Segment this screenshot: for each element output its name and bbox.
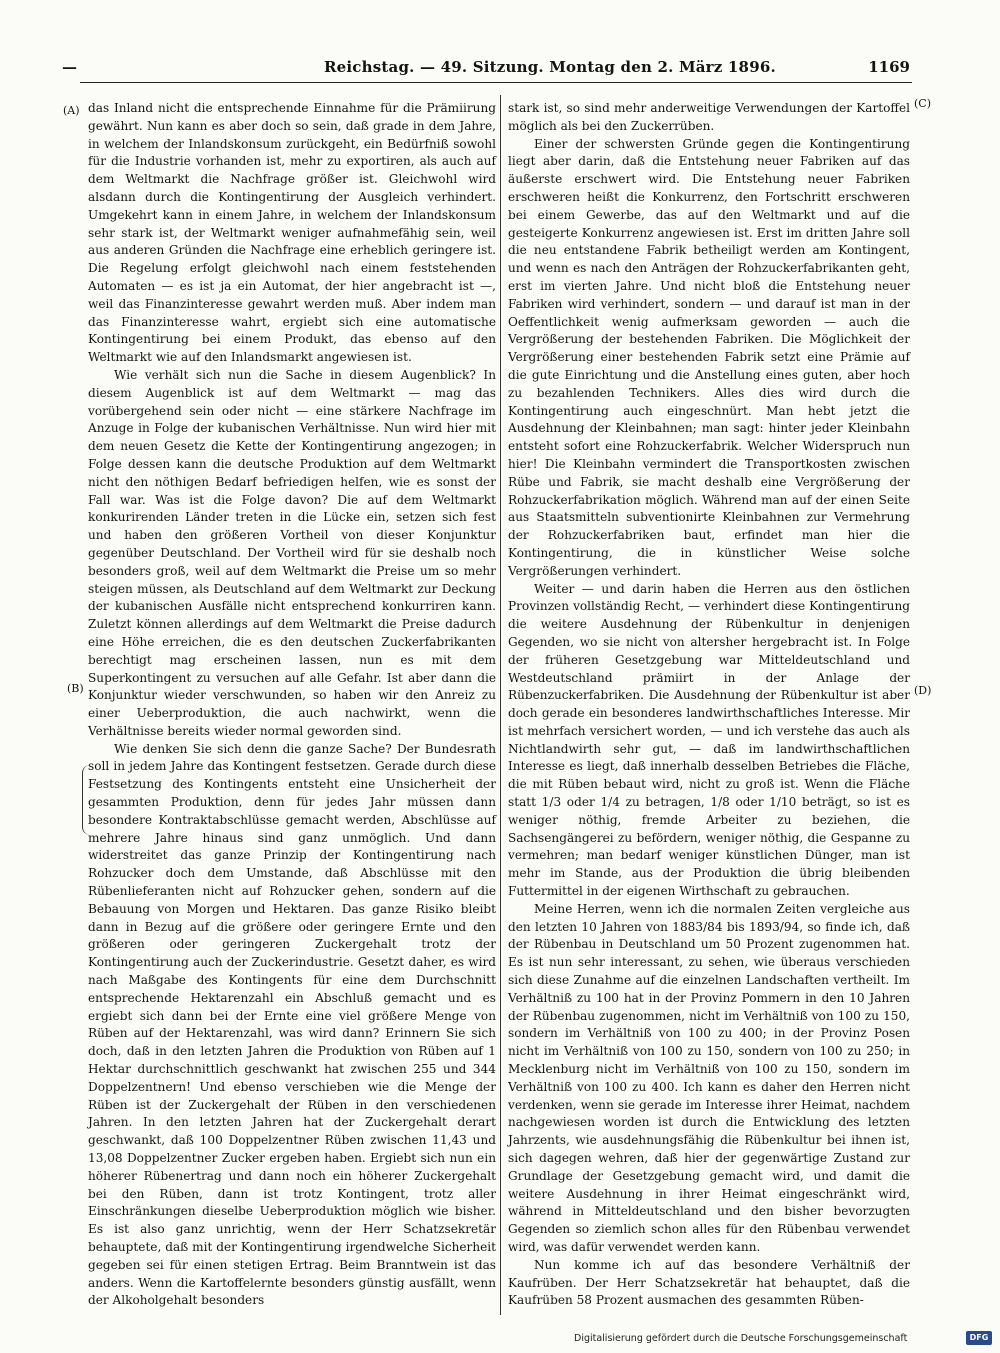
header-rule <box>80 82 912 83</box>
left-paragraph: Wie denken Sie sich denn die ganze Sache? Der Bundesrath soll in jedem Jahre das Kontingent festsetzen. Gerade durch diese Festsetzung des Kontingents entsteht eine Unsicherheit der gesammten Produktion, denn für jedes Jahr müssen dann besondere Kontraktabschlüsse gemacht werden, Abschlüsse auf mehrere Jahre hinaus sind ganz unmöglich. Und dann widerstreitet das ganze Prinzip der Kontingentirung nach Rohzucker doch dem Umstande, daß Abschlüsse mit den Rübenlieferanten nicht auf Rohzucker gehen, sondern auf die Bebauung von Morgen und Hektaren. Das ganze Risiko bleibt dann in Bezug auf die größere oder geringere Ernte und den größeren oder geringeren Zuckergehalt trotz der Kontingentirung auch der Zuckerindustrie. Gesetzt daher, es wird nach Maßgabe des Kontingents für eine dem Durchschnitt entsprechende Hektarenzahl ein Abschluß gemacht und es ergiebt sich dann bei der Ernte eine viel größere Menge von Rüben auf der Hektarenzahl, was wird dann? Erinnern Sie sich doch, daß in den letzten Jahren die Produktion von Rüben auf 1 Hektar durchschnittlich geschwankt hat zwischen 255 und 344 Doppelzentnern! Und ebenso verschieben wie die Menge der Rüben ist der Zuckergehalt der Rüben in den verschiedenen Jahren. In den letzten Jahren hat der Zuckergehalt derart geschwankt, daß 100 Doppelzentner Rüben zwischen 11,43 und 13,08 Doppelzentner Zucker ergeben haben. Ergiebt sich nun ein höherer Rübenertrag und dann noch ein höherer Zuckergehalt bei den Rüben, dann ist trotz Kontingent, trotz aller Einschränkungen dieselbe Ueberproduktion möglich wie bisher. Es ist also ganz unrichtig, wenn der Herr Schatzsekretär behauptete, daß mit der Kontingentirung irgendwelche Sicherheit gegeben sei für einen stetigen Ertrag. Beim Branntwein ist das anders. Wenn die Kartoffelernte besonders günstig ausfällt, wenn der Alkoholgehalt besonders <box>88 741 496 1308</box>
page-header <box>62 58 910 80</box>
right-paragraph: Nun komme ich auf das besondere Verhältniß der Kaufrüben. Der Herr Schatzsekretär hat behauptet, daß die Kaufrüben 58 Prozent ausmachen des gesammten Rüben- <box>508 1257 910 1308</box>
margin-marker-d: (D) <box>914 684 932 697</box>
margin-marker-c: (C) <box>914 97 931 110</box>
right-paragraph: Meine Herren, wenn ich die normalen Zeiten vergleiche aus den letzten 10 Jahren von 1883/84 bis 1893/94, so finde ich, daß der Rübenbau in Deutschland um 50 Prozent zugenommen hat. Es ist nun sehr interessant, zu sehen, wie überaus verschieden sich diese Zunahme auf die einzelnen Landschaften vertheilt. Im Verhältniß zu 100 hat in der Provinz Pommern in den 10 Jahren der Rübenbau zugenommen, nicht im Verhältniß von 100 zu 150, sondern im Verhältniß von 100 zu 400; in der Provinz Posen nicht im Verhältniß von 100 zu 150, sondern von 100 zu 250; in Mecklenburg nicht im Verhältniß von 100 zu 150, sondern im Verhältniß von 100 zu 400. Ich kann es daher den Herren nicht verdenken, wenn sie gerade im Interesse ihrer Heimat, nachdem nachgewiesen worden ist durch die Entwicklung des letzten Jahrzents, wie ausdehnungsfähig die Rübenkultur bei ihnen ist, sich dagegen wehren, daß hier der gegenwärtige Zustand zur Grundlage der Gesetzgebung gemacht wird, und damit die weitere Ausdehnung in ihrer Heimat eingeschränkt wird, während in Mitteldeutschland und den bisher bevorzugten Gegenden so ziemlich schon alles für den Rübenbau verwendet wird, was dafür verwendet werden kann. <box>508 901 910 1254</box>
right-column <box>508 100 910 1310</box>
header-dash: — <box>62 58 77 76</box>
margin-marker-b: (B) <box>67 682 84 695</box>
dfg-logo-icon: DFG <box>966 1331 992 1345</box>
header-title: Reichstag. — 49. Sitzung. Montag den 2. März 1896. <box>324 58 776 76</box>
right-paragraph: Einer der schwersten Gründe gegen die Kontingentirung liegt aber darin, daß die Entstehung neuer Fabriken auf das äußerste erschwert wird. Die Entstehung neuer Fabriken erschweren heißt die Konkurrenz, den Fortschritt erschweren bei einem Gewerbe, das auf den Weltmarkt und auf die gesteigerte Konkurrenz angewiesen ist. Erst im dritten Jahre soll die neu entstandene Fabrik betheiligt werden am Kontingent, und wenn es nach den Anträgen der Rohzuckerfabrikanten geht, erst im vierten Jahre. Und nicht bloß die Entstehung neuer Fabriken wird verhindert, sondern — und darauf ist man in der Oeffentlichkeit wenig aufmerksam geworden — auch die Vergrößerung der bestehenden Fabriken. Die Möglichkeit der Vergrößerung einer bestehenden Fabrik setzt eine Prämie auf die gute Einrichtung und die Anstellung eines guten, aber hoch zu bezahlenden Technikers. Alles dies wird durch die Kontingentirung auch eingeschnürt. Man hebt jetzt die Ausdehnung der Kleinbahnen; man sagt: hinter jeder Kleinbahn entsteht sofort eine Rohzuckerfabrik. Welcher Widerspruch nun hier! Die Kleinbahn vermindert die Transportkosten zwischen Rübe und Fabrik, sie macht deshalb eine Vergrößerung der Rohzuckerfabrikation möglich. Während man auf der einen Seite aus Staatsmitteln subventionirte Kleinbahnen zur Vermehrung der Rohzuckerfabriken baut, erfindet man hier die Kontingentirung, die in künstlicher Weise solche Vergrößerungen verhindert. <box>508 136 910 578</box>
right-paragraph: Weiter — und darin haben die Herren aus den östlichen Provinzen vollständig Recht, — verhindert diese Kontingentirung die weitere Ausdehnung der Rübenkultur in denjenigen Gegenden, wo sie nicht von altersher hergebracht ist. In Folge der früheren Gesetzgebung war Mitteldeutschland und Westdeutschland prämiirt in der Anlage der Rübenzuckerfabriken. Die Ausdehnung der Rübenkultur ist aber doch gerade ein besonderes landwirthschaftliches Interesse. Mir ist mehrfach versichert worden, — und ich verstehe das auch als Nichtlandwirth sehr gut, — daß im landwirthschaftlichen Interesse es liegt, daß innerhalb desselben Betriebes die Fläche, die mit Rüben bebaut wird, nicht zu groß ist. Wenn die Fläche statt 1/3 oder 1/4 zu betragen, 1/8 oder 1/10 beträgt, so ist es weniger nöthig, fremde Arbeiter zu beziehen, die Sachsengängerei zu befördern, weniger nöthig, die Gespanne zu vermehren; man bedarf weniger künstlichen Dünger, man ist mehr im Stande, aus der Produktion die übrig bleibenden Futtermittel in der eigenen Wirthschaft zu gebrauchen. <box>508 581 910 899</box>
column-divider <box>500 95 501 1315</box>
left-paragraph: das Inland nicht die entsprechende Einnahme für die Prämiirung gewährt. Nun kann es aber doch so sein, daß grade in dem Jahre, in welchem der Inlandskonsum zurückgeht, ein Bedürfniß sowohl für die Industrie vorhanden ist, mehr zu exportiren, als auch auf dem Weltmarkt die Nachfrage größer ist. Gleichwohl wird alsdann durch die Kontingentirung der Ausgleich verhindert. Umgekehrt kann in einem Jahre, in welchem der Inlandskonsum sehr stark ist, der Weltmarkt weniger aufnahmefähig sein, weil aus anderen Gründen die Nachfrage eine erheblich geringere ist. Die Regelung erfolgt gleichwohl nach einem feststehenden Automaten — es ist ja ein Automat, der hier angebracht ist —, weil das Finanzinteresse gewahrt werden muß. Aber indem man das Finanzinteresse wahrt, ergiebt sich eine automatische Kontingentirung bei einem Produkt, das ebenso auf den Weltmarkt wie auf den Inlandsmarkt angewiesen ist. <box>88 101 496 365</box>
digitization-credit: Digitalisierung gefördert durch die Deutsche Forschungsgemeinschaft <box>574 1333 908 1344</box>
footer <box>574 1331 989 1347</box>
left-column <box>88 100 496 1310</box>
page-number: 1169 <box>868 58 910 76</box>
right-paragraph: stark ist, so sind mehr anderweitige Verwendungen der Kartoffel möglich als bei den Zuckerrüben. <box>508 101 910 133</box>
left-paragraph: Wie verhält sich nun die Sache in diesem Augenblick? In diesem Augenblick ist auf dem Weltmarkt — mag das vorübergehend sein oder nicht — eine stärkere Nachfrage im Anzuge in Folge der kubanischen Verhältnisse. Nun wird hier mit dem neuen Gesetz die Kette der Kontingentirung angezogen; in Folge dessen kann die deutsche Produktion auf dem Weltmarkt nicht den nöthigen Bedarf befriedigen helfen, wie es sonst der Fall war. Was ist die Folge davon? Die auf dem Weltmarkt konkurirenden Länder treten in die Lücke ein, setzen sich fest und haben den größeren Vortheil von dieser Konjunktur gegenüber Deutschland. Der Vortheil wird für sie deshalb noch besonders groß, weil auf dem Weltmarkt die Preise um so mehr steigen müssen, als Deutschland auf dem Weltmarkt zur Deckung der kubanischen Ausfälle nicht entsprechend konkurriren kann. Zuletzt können allerdings auf dem Weltmarkt die Preise dadurch eine Höhe erreichen, die es den deutschen Zuckerfabrikanten berechtigt mag erscheinen lassen, nun es mit dem Superkontingent zu versuchen auf alle Gefahr. Ist aber dann die Konjunktur wieder verschwunden, so haben wir den Anreiz zu einer Ueberproduktion, die auch nachwirkt, wenn die Verhältnisse bereits wieder normal geworden sind. <box>88 367 496 738</box>
margin-marker-a: (A) <box>63 104 80 117</box>
